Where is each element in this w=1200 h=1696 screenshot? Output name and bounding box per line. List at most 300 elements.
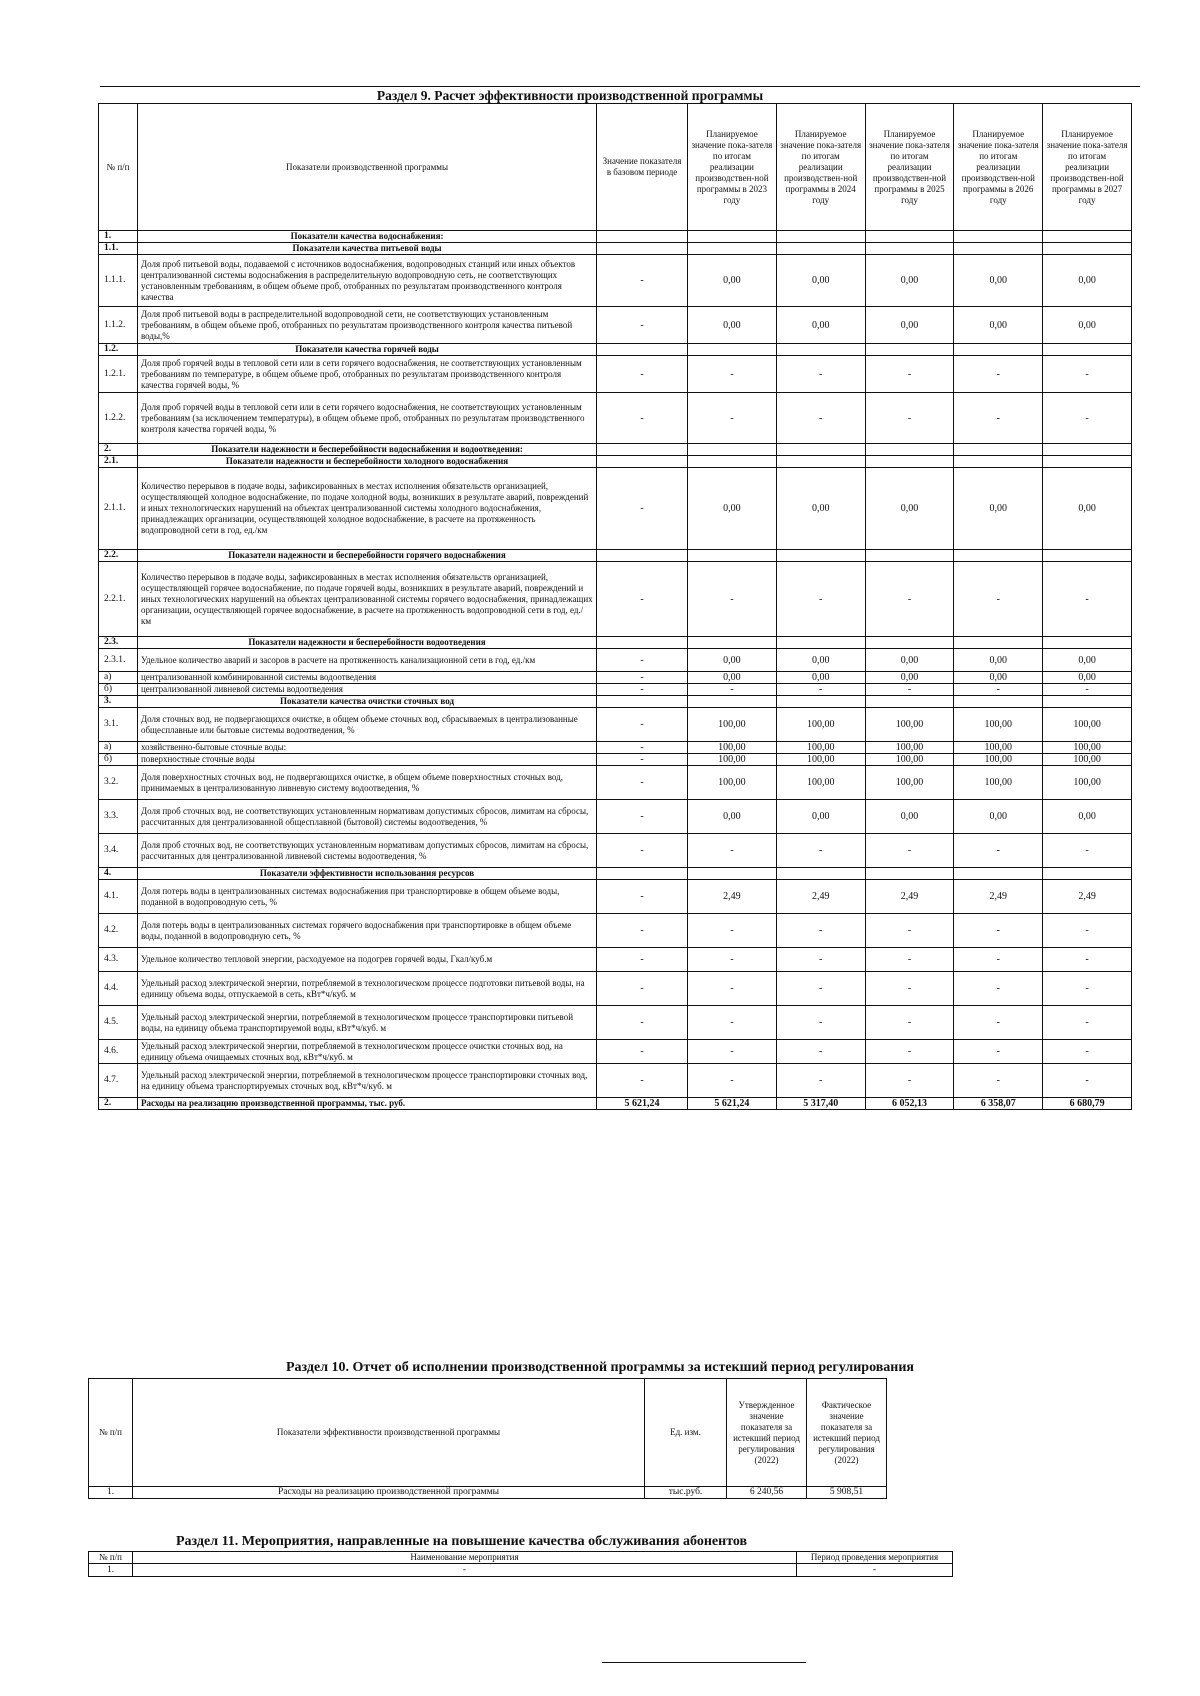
section9-header-row <box>99 104 1132 231</box>
row-number: 4.1. <box>99 880 138 914</box>
row-value <box>776 456 865 468</box>
row-value: 0,00 <box>1043 255 1132 307</box>
row-value: 0,00 <box>865 468 954 550</box>
row-indicator: Показатели надежности и бесперебойности водоотведения <box>137 637 596 649</box>
row-value <box>1043 243 1132 255</box>
row-value: - <box>1043 562 1132 637</box>
s10-spacer-cell <box>887 1487 961 1499</box>
row-value: - <box>688 562 777 637</box>
row-value: 100,00 <box>1043 742 1132 754</box>
row-number: 2.1.1. <box>99 468 138 550</box>
row-value <box>597 231 688 243</box>
row-value: 5 317,40 <box>776 1098 865 1110</box>
row-value <box>776 444 865 456</box>
row-value: 100,00 <box>776 766 865 800</box>
row-value <box>597 456 688 468</box>
s10-header-num: № п/п <box>89 1379 133 1487</box>
row-value: - <box>597 800 688 834</box>
header-2025: Планируемое значение пока-зателя по итогам реализации производствен-ной программы в 2025 году <box>865 104 954 231</box>
row-value: - <box>776 972 865 1006</box>
row-indicator: Удельное количество тепловой энергии, расходуемое на подогрев горячей воды, Гкал/куб.м <box>137 948 596 972</box>
row-value <box>1043 696 1132 708</box>
s10-header-approved: Утвержденное значение показателя за истекший период регулирования (2022) <box>727 1379 807 1487</box>
table-row <box>99 393 1132 444</box>
row-value: - <box>954 834 1043 868</box>
row-indicator: Показатели качества водоснабжения: <box>137 231 596 243</box>
table-row <box>99 684 1132 696</box>
row-value: 0,00 <box>776 800 865 834</box>
row-value <box>1043 868 1132 880</box>
table-row <box>99 356 1132 393</box>
row-value: 100,00 <box>954 766 1043 800</box>
row-value: - <box>954 562 1043 637</box>
row-number: 2.3.1. <box>99 649 138 672</box>
row-value <box>954 444 1043 456</box>
row-value: - <box>954 914 1043 948</box>
row-value <box>1043 344 1132 356</box>
row-indicator: Удельный расход электрической энергии, потребляемой в технологическом процессе очистки сточных вод, на единицу объема очищаемых сточных вод, кВт*ч/куб. м <box>137 1040 596 1064</box>
row-value: 5 621,24 <box>688 1098 777 1110</box>
row-value <box>688 696 777 708</box>
row-value: - <box>597 393 688 444</box>
row-value: 100,00 <box>954 742 1043 754</box>
row-value: 0,00 <box>688 468 777 550</box>
row-number: 4.2. <box>99 914 138 948</box>
table-row <box>99 766 1132 800</box>
row-value: 0,00 <box>776 468 865 550</box>
row-value <box>597 550 688 562</box>
row-number: 4.3. <box>99 948 138 972</box>
row-value <box>865 231 954 243</box>
table-row <box>89 1487 961 1499</box>
section9-table <box>98 103 1132 1110</box>
table-row <box>99 948 1132 972</box>
row-value: 100,00 <box>776 708 865 742</box>
row-value <box>1043 444 1132 456</box>
row-value: - <box>597 255 688 307</box>
row-indicator: Расходы на реализацию производственной программы, тыс. руб. <box>137 1098 596 1110</box>
row-value: 6 680,79 <box>1043 1098 1132 1110</box>
row-number: 2. <box>99 1098 138 1110</box>
row-indicator: Доля сточных вод, не подвергающихся очистке, в общем объеме сточных вод, сбрасываемых в централизованные общесплавные или бытовые системы водоотведения, % <box>137 708 596 742</box>
row-value: 0,00 <box>776 307 865 344</box>
row-number: 3.2. <box>99 766 138 800</box>
row-number: 4.5. <box>99 1006 138 1040</box>
row-value: 100,00 <box>688 766 777 800</box>
row-value <box>776 868 865 880</box>
section-row <box>99 868 1132 880</box>
row-indicator: Доля потерь воды в централизованных системах водоснабжения при транспортировке в общем объеме воды, поданной в водопроводную сеть, % <box>137 880 596 914</box>
row-value: 100,00 <box>1043 708 1132 742</box>
row-value <box>688 868 777 880</box>
row-value <box>776 696 865 708</box>
row-indicator: Показатели надежности и бесперебойности холодного водоснабжения <box>137 456 596 468</box>
section-row <box>99 344 1132 356</box>
row-value: - <box>597 307 688 344</box>
row-number: 1.2.1. <box>99 356 138 393</box>
row-value <box>688 243 777 255</box>
bottom-rule <box>602 1662 806 1663</box>
row-value: - <box>597 684 688 696</box>
row-value: 6 358,07 <box>954 1098 1043 1110</box>
row-value <box>597 696 688 708</box>
row-value: - <box>597 562 688 637</box>
row-value: 100,00 <box>954 708 1043 742</box>
table-row <box>99 1006 1132 1040</box>
section-row <box>99 231 1132 243</box>
s10-row-num: 1. <box>89 1487 133 1499</box>
row-indicator: Доля проб сточных вод, не соответствующих установленным нормативам допустимых сбросов, лимитам на сбросы, рассчитанных для централизованной ливневой системы водоотведения, % <box>137 834 596 868</box>
s11-row-period: - <box>797 1564 953 1577</box>
row-value <box>865 550 954 562</box>
row-number: 1.1. <box>99 243 138 255</box>
row-value <box>597 444 688 456</box>
section-row <box>99 696 1132 708</box>
s10-header-indicator: Показатели эффективности производственной программы <box>133 1379 645 1487</box>
table-row <box>99 255 1132 307</box>
row-value: 0,00 <box>865 649 954 672</box>
row-value: - <box>597 649 688 672</box>
row-value: 5 621,24 <box>597 1098 688 1110</box>
row-value: - <box>954 356 1043 393</box>
row-indicator: централизованной ливневой системы водоотведения <box>137 684 596 696</box>
row-indicator: Доля проб питьевой воды, подаваемой с источников водоснабжения, водопроводных станций или иных объектов централизованной системы водоснабжения в распределительную водопроводную сеть, не соответствующих установленным требованиям, в общем объеме проб, отобранных по результатам производственного контроля качества <box>137 255 596 307</box>
row-value: 100,00 <box>865 754 954 766</box>
row-value: - <box>597 880 688 914</box>
row-value: - <box>688 356 777 393</box>
row-value: 0,00 <box>1043 800 1132 834</box>
row-value: - <box>865 1040 954 1064</box>
row-value: - <box>1043 948 1132 972</box>
row-indicator: Доля поверхностных сточных вод, не подвергающихся очистке, в общем объеме поверхностных сточных вод, принимаемых в централизованную ливневую систему водоотведения, % <box>137 766 596 800</box>
row-number: 1.2.2. <box>99 393 138 444</box>
row-value: - <box>954 1064 1043 1098</box>
row-indicator: Доля потерь воды в централизованных системах горячего водоснабжения при транспортировке в общем объеме воды, поданной в водопроводную сеть, % <box>137 914 596 948</box>
row-value: 0,00 <box>865 307 954 344</box>
row-number: б) <box>99 684 138 696</box>
section-row <box>99 444 1132 456</box>
row-number: 4.6. <box>99 1040 138 1064</box>
row-value <box>688 231 777 243</box>
row-value: - <box>597 1064 688 1098</box>
s10-row-actual: 5 908,51 <box>807 1487 887 1499</box>
row-value: 0,00 <box>954 649 1043 672</box>
row-value: - <box>865 1006 954 1040</box>
s10-row-text: Расходы на реализацию производственной программы <box>133 1487 645 1499</box>
header-num: № п/п <box>99 104 138 231</box>
row-value <box>954 637 1043 649</box>
row-value: 100,00 <box>865 742 954 754</box>
header-2023: Планируемое значение пока-зателя по итогам реализации производствен-ной программы в 2023 году <box>688 104 777 231</box>
s10-spacer <box>887 1379 961 1487</box>
row-value <box>1043 637 1132 649</box>
row-value: - <box>597 834 688 868</box>
row-value: - <box>954 948 1043 972</box>
row-number: 4.4. <box>99 972 138 1006</box>
row-value: - <box>1043 914 1132 948</box>
row-value <box>865 344 954 356</box>
row-value <box>865 637 954 649</box>
row-value: 100,00 <box>688 754 777 766</box>
header-2027: Планируемое значение пока-зателя по итогам реализации производствен-ной программы в 2027 году <box>1043 104 1132 231</box>
row-value: - <box>597 1006 688 1040</box>
table-row <box>99 754 1132 766</box>
row-value: - <box>776 393 865 444</box>
row-value: 0,00 <box>954 468 1043 550</box>
row-number: 2.1. <box>99 456 138 468</box>
s10-row-approved: 6 240,56 <box>727 1487 807 1499</box>
row-value: 100,00 <box>1043 754 1132 766</box>
row-value <box>954 550 1043 562</box>
row-indicator: Удельный расход электрической энергии, потребляемой в технологическом процессе транспортировки сточных вод, на единицу объема транспортируемых сточных вод, кВт*ч/куб. м <box>137 1064 596 1098</box>
table-row <box>99 649 1132 672</box>
row-value <box>688 344 777 356</box>
row-number: б) <box>99 754 138 766</box>
table-row <box>99 834 1132 868</box>
row-value: - <box>688 948 777 972</box>
row-value: - <box>597 742 688 754</box>
row-value: - <box>776 914 865 948</box>
s10-header-unit: Ед. изм. <box>645 1379 727 1487</box>
row-value: - <box>954 1040 1043 1064</box>
row-number: 1. <box>99 231 138 243</box>
s11-row-num: 1. <box>89 1564 133 1577</box>
row-value <box>865 243 954 255</box>
row-value: - <box>597 708 688 742</box>
row-value: 100,00 <box>1043 766 1132 800</box>
header-2024: Планируемое значение пока-зателя по итогам реализации производствен-ной программы в 2024 году <box>776 104 865 231</box>
row-value: - <box>597 948 688 972</box>
table-row <box>99 742 1132 754</box>
row-value: - <box>865 914 954 948</box>
s11-header-period: Период проведения мероприятия <box>797 1552 953 1564</box>
section9-title: Раздел 9. Расчет эффективности производственной программы <box>376 88 764 103</box>
row-number: 3. <box>99 696 138 708</box>
top-rule <box>100 86 1140 87</box>
total-row <box>99 1098 1132 1110</box>
row-number: а) <box>99 742 138 754</box>
row-indicator: Показатели качества горячей воды <box>137 344 596 356</box>
row-value: 100,00 <box>776 754 865 766</box>
row-value: 2,49 <box>688 880 777 914</box>
row-value: - <box>597 356 688 393</box>
row-value: 0,00 <box>776 649 865 672</box>
row-value: - <box>1043 1006 1132 1040</box>
row-value: - <box>688 914 777 948</box>
row-value: 100,00 <box>865 708 954 742</box>
row-value <box>597 637 688 649</box>
row-value <box>597 243 688 255</box>
row-value: - <box>688 684 777 696</box>
row-indicator: Количество перерывов в подаче воды, зафиксированных в местах исполнения обязательств организацией, осуществляющей горячее водоснабжение, по подаче горячей воды, возникших в результате аварий, повреждений и иных технологических нарушений на объектах централизованной системы горячего водоснабжения, принадлежащих организации, осуществляющей горячее водоснабжение, в расчете на протяженность водопроводной сети в год, ед./км <box>137 562 596 637</box>
row-value: - <box>954 684 1043 696</box>
row-value: 0,00 <box>776 672 865 684</box>
row-indicator: Удельный расход электрической энергии, потребляемой в технологическом процессе подготовки питьевой воды, на единицу объема воды, отпускаемой в сеть, кВт*ч/куб. м <box>137 972 596 1006</box>
row-value <box>597 868 688 880</box>
row-value: - <box>865 834 954 868</box>
row-value: - <box>597 914 688 948</box>
row-value: 0,00 <box>688 672 777 684</box>
row-value <box>1043 456 1132 468</box>
row-number: 1.1.2. <box>99 307 138 344</box>
table-row <box>99 800 1132 834</box>
row-value: - <box>688 834 777 868</box>
row-value <box>1043 550 1132 562</box>
row-value <box>776 344 865 356</box>
row-indicator: Количество перерывов в подаче воды, зафиксированных в местах исполнения обязательств организацией, осуществляющей холодное водоснабжение, по подаче холодной воды, возникших в результате аварий, повреждений и иных технологических нарушений на объектах централизованной системы холодного водоснабжения, принадлежащих организации, осуществляющей холодное водоснабжение, в расчете на протяженность водопроводной сети в год, ед./км <box>137 468 596 550</box>
s10-header-actual: Фактическое значение показателя за истекший период регулирования (2022) <box>807 1379 887 1487</box>
row-value <box>1043 231 1132 243</box>
row-value: - <box>776 562 865 637</box>
row-value: 0,00 <box>1043 307 1132 344</box>
row-value: - <box>776 1006 865 1040</box>
section-row <box>99 243 1132 255</box>
row-value: - <box>865 948 954 972</box>
table-row <box>99 672 1132 684</box>
row-value: 6 052,13 <box>865 1098 954 1110</box>
section10-table <box>88 1378 961 1499</box>
row-value: 2,49 <box>1043 880 1132 914</box>
table-row <box>99 1040 1132 1064</box>
row-indicator: централизованной комбинированной системы водоотведения <box>137 672 596 684</box>
row-number: 4. <box>99 868 138 880</box>
row-value: - <box>865 1064 954 1098</box>
row-number: 2. <box>99 444 138 456</box>
row-number: 3.3. <box>99 800 138 834</box>
row-value: 0,00 <box>776 255 865 307</box>
row-value: - <box>1043 1040 1132 1064</box>
row-value: 2,49 <box>776 880 865 914</box>
row-value: - <box>865 684 954 696</box>
row-value <box>597 344 688 356</box>
row-value: - <box>865 562 954 637</box>
section-row <box>99 637 1132 649</box>
s11-header-num: № п/п <box>89 1552 133 1564</box>
row-value: 0,00 <box>1043 468 1132 550</box>
table-row <box>89 1564 953 1577</box>
row-indicator: Показатели надежности и бесперебойности водоснабжения и водоотведения: <box>137 444 596 456</box>
row-value: 0,00 <box>1043 672 1132 684</box>
section11-title: Раздел 11. Мероприятия, направленные на повышение качества обслуживания абонентов <box>176 1534 748 1549</box>
row-value: - <box>597 766 688 800</box>
row-value: 0,00 <box>688 255 777 307</box>
row-number: 2.3. <box>99 637 138 649</box>
row-indicator: Показатели надежности и бесперебойности горячего водоснабжения <box>137 550 596 562</box>
row-value: - <box>688 1064 777 1098</box>
row-number: 2.2. <box>99 550 138 562</box>
row-value: - <box>1043 834 1132 868</box>
row-indicator: Удельное количество аварий и засоров в расчете на протяженность канализационной сети в год, ед./км <box>137 649 596 672</box>
table-row <box>99 972 1132 1006</box>
row-value: 2,49 <box>954 880 1043 914</box>
row-value: 100,00 <box>865 766 954 800</box>
row-indicator: Доля проб горячей воды в тепловой сети или в сети горячего водоснабжения, не соответствующих установленным требованиям (за исключением температуры), в общем объеме проб, отобранных по результатам производственного контроля качества горячей воды, % <box>137 393 596 444</box>
row-value: 0,00 <box>954 307 1043 344</box>
row-value: - <box>1043 393 1132 444</box>
row-value <box>688 550 777 562</box>
row-value: - <box>865 393 954 444</box>
row-value <box>954 456 1043 468</box>
row-value: - <box>597 1040 688 1064</box>
row-value <box>954 868 1043 880</box>
row-value: - <box>1043 1064 1132 1098</box>
row-value: 100,00 <box>688 742 777 754</box>
row-indicator: Доля проб сточных вод, не соответствующих установленным нормативам допустимых сбросов, лимитам на сбросы, рассчитанных для централизованной общесплавной (бытовой) системы водоотведения, % <box>137 800 596 834</box>
row-number: 1.2. <box>99 344 138 356</box>
row-indicator: хозяйственно-бытовые сточные воды: <box>137 742 596 754</box>
row-value <box>865 868 954 880</box>
row-value <box>954 231 1043 243</box>
row-indicator: Показатели качества питьевой воды <box>137 243 596 255</box>
section-row <box>99 550 1132 562</box>
s11-row-name: - <box>133 1564 797 1577</box>
row-value: - <box>865 356 954 393</box>
table-row <box>99 880 1132 914</box>
section11-header-row <box>89 1552 953 1564</box>
row-value: - <box>954 1006 1043 1040</box>
row-value <box>776 637 865 649</box>
row-value: - <box>597 468 688 550</box>
row-value <box>954 243 1043 255</box>
row-value: 100,00 <box>954 754 1043 766</box>
row-indicator: поверхностные сточные воды <box>137 754 596 766</box>
section10-header-row <box>89 1379 961 1487</box>
row-value: 0,00 <box>954 255 1043 307</box>
row-value <box>865 456 954 468</box>
row-number: 3.4. <box>99 834 138 868</box>
table-row <box>99 914 1132 948</box>
table-row <box>99 562 1132 637</box>
row-value: - <box>776 1064 865 1098</box>
s11-header-name: Наименование мероприятия <box>133 1552 797 1564</box>
row-value: 0,00 <box>954 800 1043 834</box>
row-number: 2.2.1. <box>99 562 138 637</box>
row-indicator: Показатели эффективности использования ресурсов <box>137 868 596 880</box>
row-value: - <box>776 684 865 696</box>
row-value: - <box>776 948 865 972</box>
section11-table <box>88 1551 953 1577</box>
header-indicator: Показатели производственной программы <box>137 104 596 231</box>
row-value <box>688 456 777 468</box>
row-number: 3.1. <box>99 708 138 742</box>
row-value: 0,00 <box>865 672 954 684</box>
section-row <box>99 456 1132 468</box>
row-value: 0,00 <box>688 800 777 834</box>
row-number: 4.7. <box>99 1064 138 1098</box>
header-2026: Планируемое значение пока-зателя по итогам реализации производствен-ной программы в 2026 году <box>954 104 1043 231</box>
row-number: а) <box>99 672 138 684</box>
row-value: - <box>597 972 688 1006</box>
row-value <box>865 696 954 708</box>
row-value: - <box>688 393 777 444</box>
row-value: - <box>597 672 688 684</box>
row-value: 0,00 <box>954 672 1043 684</box>
row-value: 100,00 <box>776 742 865 754</box>
row-value <box>688 444 777 456</box>
table-row <box>99 307 1132 344</box>
table-row <box>99 708 1132 742</box>
row-number: 1.1.1. <box>99 255 138 307</box>
row-value <box>954 696 1043 708</box>
row-value: 0,00 <box>865 800 954 834</box>
row-value <box>776 231 865 243</box>
row-value: - <box>597 754 688 766</box>
row-indicator: Доля проб питьевой воды в распределительной водопроводной сети, не соответствующих установленным требованиям, в общем объеме проб, отобранных по результатам производственного контроля качества питьевой воды,% <box>137 307 596 344</box>
row-value: - <box>1043 356 1132 393</box>
row-value: 2,49 <box>865 880 954 914</box>
row-indicator: Показатели качества очистки сточных вод <box>137 696 596 708</box>
row-value: - <box>776 834 865 868</box>
